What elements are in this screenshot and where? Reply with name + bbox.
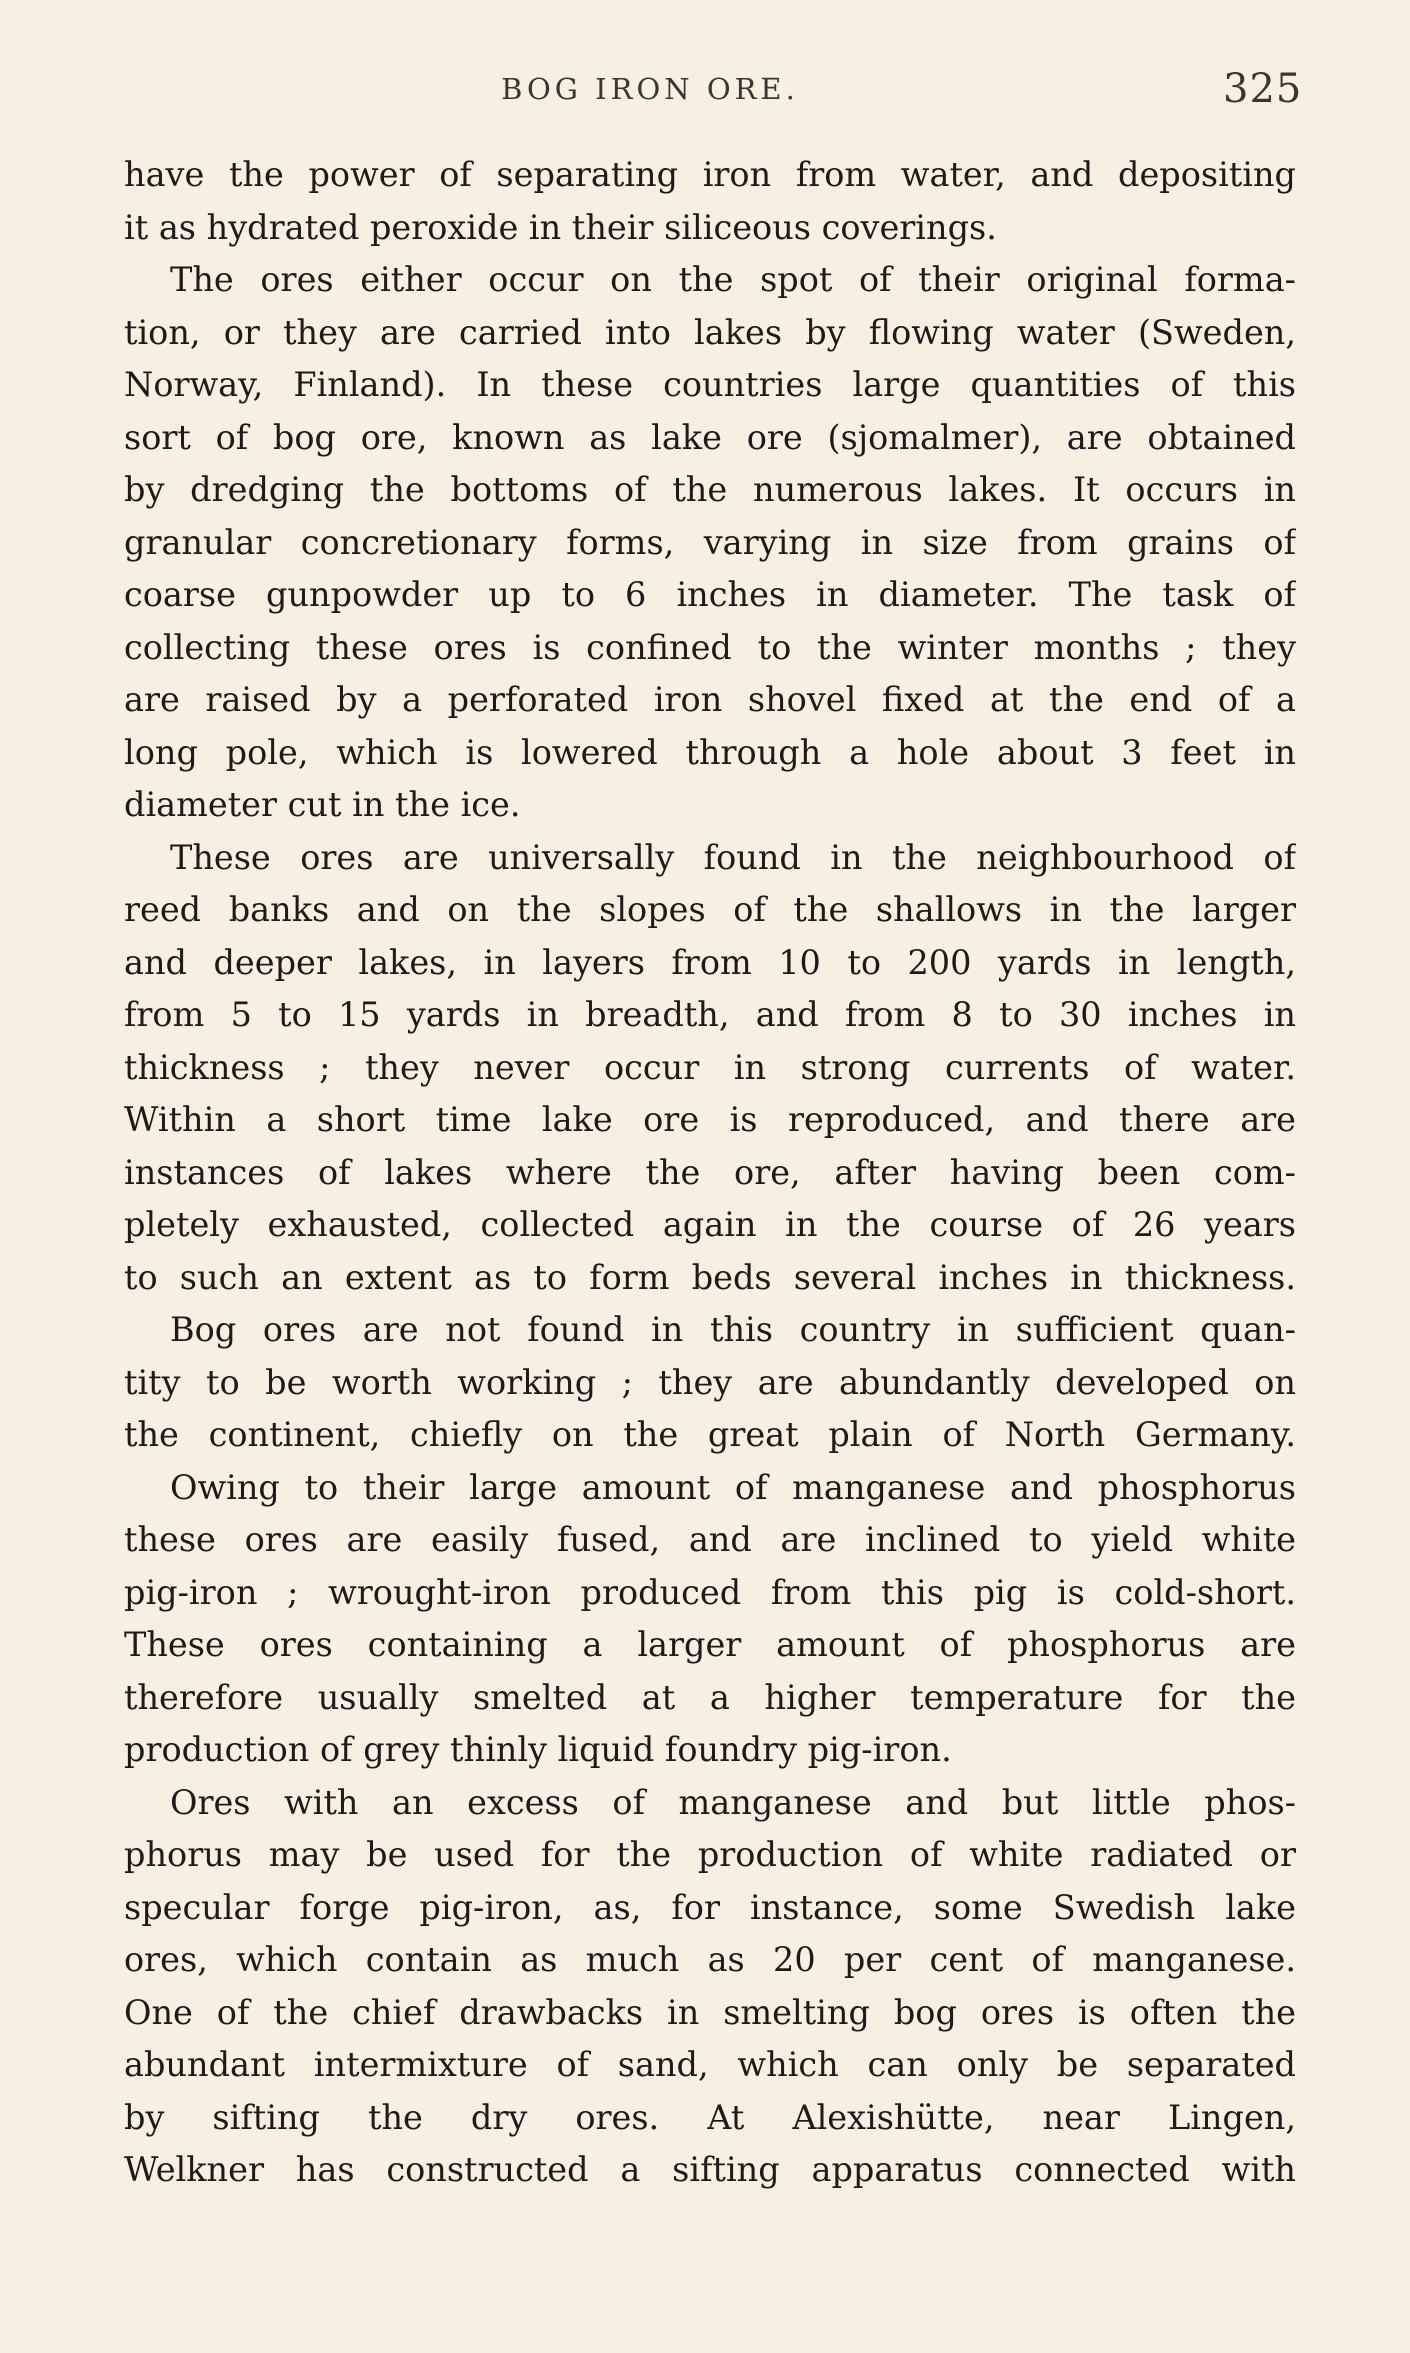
text-line: specular forge pig-iron, as, for instance, some Swedish lake xyxy=(124,1887,1296,1927)
text-line: it as hydrated peroxide in their siliceous coverings. xyxy=(124,207,997,247)
text-line: from 5 to 15 yards in breadth, and from 8 to 30 inches in xyxy=(124,995,1296,1034)
text-line: The ores either occur on the spot of their original forma- xyxy=(170,260,1296,299)
text-line: the continent, chiefly on the great plain of North Germany. xyxy=(124,1415,1296,1454)
text-line: Owing to their large amount of manganese and phosphorus xyxy=(170,1467,1296,1507)
text-line: Norway, Finland). In these countries large quantities of this xyxy=(124,365,1296,404)
text-line: these ores are easily fused, and are inclined to yield white xyxy=(124,1520,1296,1559)
text-line: thickness ; they never occur in strong currents of water. xyxy=(124,1047,1296,1087)
page-number: 325 xyxy=(1223,66,1303,112)
text-line: therefore usually smelted at a higher temperature for the xyxy=(124,1677,1296,1717)
text-line: Welkner has constructed a sifting apparatus connected with xyxy=(124,2150,1296,2189)
text-line: and deeper lakes, in layers from 10 to 200 yards in length, xyxy=(124,942,1296,982)
text-line: Within a short time lake ore is reproduced, and there are xyxy=(124,1100,1296,1139)
text-line: coarse gunpowder up to 6 inches in diameter. The task of xyxy=(124,575,1296,614)
text-line: collecting these ores is confined to the winter months ; they xyxy=(124,627,1296,667)
text-line: granular concretionary forms, varying in size from grains of xyxy=(124,522,1296,562)
text-line: are raised by a perforated iron shovel fixed at the end of a xyxy=(124,680,1296,719)
text-line: Ores with an excess of manganese and but little phos- xyxy=(170,1782,1296,1822)
text-line: pig-iron ; wrought-iron produced from this pig is cold-short. xyxy=(124,1572,1296,1612)
text-line: sort of bog ore, known as lake ore (sjomalmer), are obtained xyxy=(124,417,1296,457)
text-line: by dredging the bottoms of the numerous lakes. It occurs in xyxy=(124,470,1296,509)
text-line: ores, which contain as much as 20 per cent of manganese. xyxy=(124,1940,1296,1979)
text-line: phorus may be used for the production of white radiated or xyxy=(124,1835,1296,1874)
text-line: Bog ores are not found in this country in sufficient quan- xyxy=(170,1310,1296,1349)
running-head-title: BOG IRON ORE. xyxy=(501,72,799,106)
text-line: by sifting the dry ores. At Alexishütte, near Lingen, xyxy=(124,2097,1296,2137)
text-line: reed banks and on the slopes of the shallows in the larger xyxy=(124,890,1296,929)
text-line: pletely exhausted, collected again in the course of 26 years xyxy=(124,1205,1296,1244)
text-line: diameter cut in the ice. xyxy=(124,785,521,824)
text-line: production of grey thinly liquid foundry pig-iron. xyxy=(124,1730,952,1769)
body-text xyxy=(124,149,1296,2197)
text-line: tion, or they are carried into lakes by flowing water (Sweden, xyxy=(124,312,1296,352)
text-line: These ores containing a larger amount of phosphorus are xyxy=(124,1625,1296,1664)
text-line: to such an extent as to form beds several inches in thickness. xyxy=(124,1257,1296,1297)
text-line: instances of lakes where the ore, after having been com- xyxy=(124,1152,1296,1192)
text-line: have the power of separating iron from water, and depositing xyxy=(124,155,1296,194)
text-line: tity to be worth working ; they are abundantly developed on xyxy=(124,1362,1296,1402)
text-line: One of the chief drawbacks in smelting bog ores is often the xyxy=(124,1992,1296,2032)
running-head xyxy=(0,62,1410,122)
text-line: abundant intermixture of sand, which can only be separated xyxy=(124,2045,1296,2084)
text-line: long pole, which is lowered through a hole about 3 feet in xyxy=(124,732,1296,772)
text-line: These ores are universally found in the neighbourhood of xyxy=(170,837,1296,877)
